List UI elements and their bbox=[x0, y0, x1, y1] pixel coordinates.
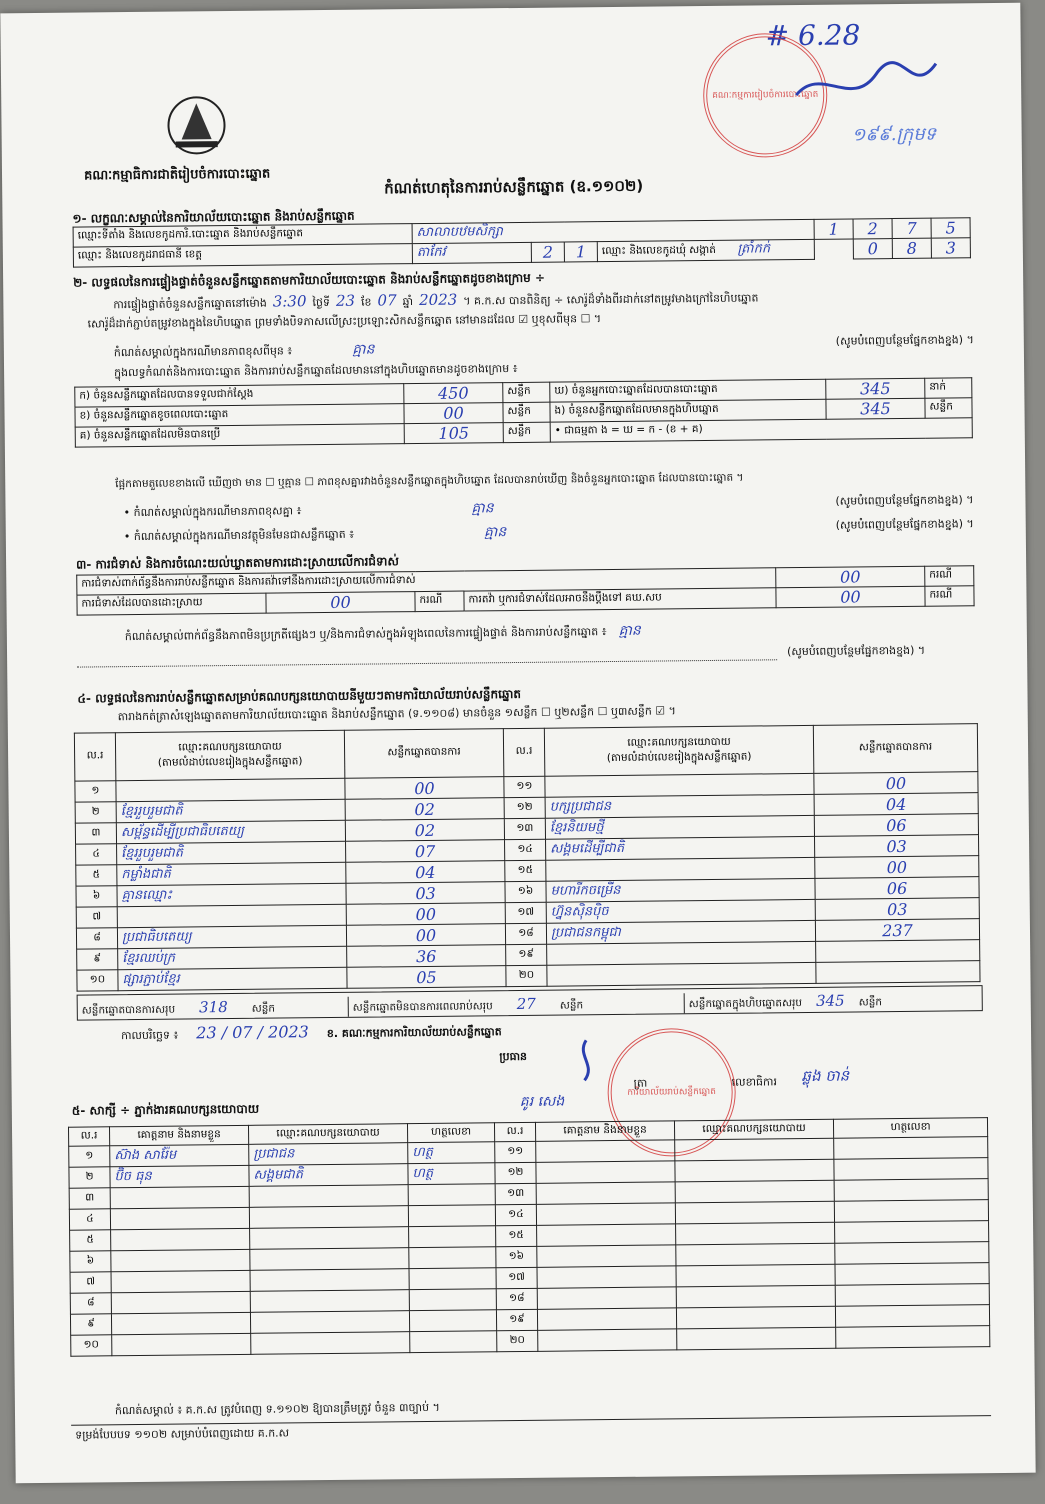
row-number: ២ bbox=[69, 1167, 110, 1188]
witness-name bbox=[537, 1287, 676, 1309]
row-number: ១៨ bbox=[496, 1288, 537, 1309]
section4-sub: តារាងកត់ត្រាសំឡេងឆ្នោតតាមការិយាល័យបោះឆ្នោត និងរាប់សន្លឹកឆ្នោត (ទ.១១០៨) មានចំនួន ១សន្លឹក ☐ ឬ២សន្លឹក ☐ ឬ៣សន្លឹក ☑ ។ bbox=[117, 704, 676, 724]
row-number: ១ bbox=[75, 781, 116, 802]
vote-count: 03 bbox=[815, 898, 979, 921]
witness-signature: ហត្ថ bbox=[408, 1142, 495, 1164]
document-title: កំណត់ហេតុនៃការរាប់សន្លឹកឆ្នោត (ឧ.១១០២) bbox=[384, 176, 644, 198]
appeal-label: ការតវ៉ា ឬការជំទាស់ដែលអាចនឹងប្តឹងទៅ គឃ.សប bbox=[464, 588, 776, 611]
totals-row: សន្លឹកឆ្នោតបានការសរុប 318 សន្លឹក សន្លឹកឆ្នោតមិនបានការពេលរាប់សរុប 27 សន្លឹក សន្លឹកឆ្នោតក្នុងហិបឆ្នោតសរុប 345 សន្លឹក bbox=[77, 985, 983, 1020]
witness-party bbox=[250, 1269, 409, 1292]
unit: ករណី bbox=[925, 586, 974, 607]
section2-heading: ២- លទ្ធផលនៃការផ្ទៀងផ្ទាត់ចំនួនសន្លឹកឆ្នោតតាមការិយាល័យបោះឆ្នោត និងរាប់សន្លឹកឆ្នោតដូចខាងក្រោម ÷ bbox=[73, 270, 546, 290]
row-value-right: 345 bbox=[826, 378, 925, 399]
vote-count: 00 bbox=[814, 772, 978, 795]
witness-signature bbox=[410, 1331, 497, 1353]
row-value-right: 345 bbox=[826, 398, 925, 419]
code-digit: 8 bbox=[892, 238, 931, 258]
col-no: ល.រ bbox=[494, 1122, 535, 1141]
chair-signature bbox=[566, 1035, 607, 1089]
section1-heading: ១- លក្ខណៈសម្គាល់នៃការិយាល័យបោះឆ្នោត និងរាប់សន្លឹកឆ្នោត bbox=[72, 208, 355, 226]
vote-count bbox=[816, 961, 980, 984]
witness-signature bbox=[835, 1263, 989, 1286]
row-number: ១៤ bbox=[505, 839, 546, 860]
row-number: ១១ bbox=[504, 776, 545, 797]
witness-party bbox=[675, 1201, 834, 1224]
row-number: ៦ bbox=[76, 886, 117, 907]
objection-label: ការជំទាស់ពាក់ព័ន្ធនឹងការរាប់សន្លឹកឆ្នោត និងការតវ៉ាទៅនឹងការដោះស្រាយលើការជំទាស់ bbox=[77, 568, 776, 595]
row-number: ១០ bbox=[77, 970, 118, 991]
objection-value: 00 bbox=[776, 566, 925, 588]
party-name: ខ្មែររួបរួមជាតិ bbox=[117, 841, 346, 864]
party-name: ប្រជាធិបតេយ្យ bbox=[117, 925, 346, 948]
list-intro: ក្នុងលទ្ធកំណត់និងការបោះឆ្នោត និងការរាប់សន្លឹកឆ្នោតដែលមាននៅក្នុងហិបឆ្នោតមានដូចខាងក្រោម ៖ bbox=[114, 361, 518, 380]
witness-name bbox=[111, 1249, 250, 1271]
witness-party bbox=[676, 1222, 835, 1245]
witness-name bbox=[111, 1228, 250, 1250]
row-number: ៩ bbox=[70, 1314, 111, 1335]
commune-cell bbox=[597, 239, 814, 261]
row-number: ១០ bbox=[71, 1335, 112, 1356]
province-code: 1 bbox=[564, 242, 597, 262]
formula: • ជាធម្មតា ង = ឃ = ក - (ខ + គ) bbox=[550, 418, 972, 442]
row-number: ៨ bbox=[76, 928, 117, 949]
col-no: ល.រ bbox=[68, 1127, 109, 1146]
row-label-right: ង) ចំនួនសន្លឹកឆ្នោតដែលមានក្នុងហិបឆ្នោត bbox=[550, 399, 826, 422]
witness-name bbox=[538, 1329, 677, 1351]
vote-count: 00 bbox=[815, 856, 979, 879]
party-name: ហ្វ៊ុនស៊ិនប៉ិច bbox=[546, 899, 815, 923]
vote-count: 00 bbox=[345, 777, 504, 800]
row-number: ២០ bbox=[506, 965, 547, 986]
objection-table bbox=[76, 565, 974, 615]
witness-signature bbox=[409, 1310, 496, 1332]
vote-count: 03 bbox=[346, 882, 505, 905]
row-number: ១៩ bbox=[506, 944, 547, 965]
row-unit: សន្លឹក bbox=[503, 382, 550, 402]
section1-table bbox=[73, 217, 971, 267]
row-unit-right: នាក់ bbox=[925, 378, 972, 398]
irregularity-hint: (សូមបំពេញបន្ថែមផ្នែកខាងខ្នង) ។ bbox=[786, 643, 926, 659]
row-label: ខ) ចំនួនសន្លឹកឆ្នោតខូចពេលបោះឆ្នោត bbox=[75, 404, 404, 427]
witness-signature bbox=[835, 1305, 989, 1328]
col-no: ល.រ bbox=[74, 733, 116, 781]
row-number: ៤ bbox=[69, 1209, 110, 1230]
vote-count: 04 bbox=[346, 861, 505, 884]
witness-signature bbox=[834, 1137, 988, 1160]
row-number: ៣ bbox=[69, 1188, 110, 1209]
witness-party bbox=[250, 1227, 409, 1250]
code-digit: 3 bbox=[931, 238, 970, 258]
annotation-note: ១៩៩.ក្រុមទ bbox=[851, 123, 937, 146]
witness-party bbox=[249, 1185, 408, 1208]
witness-party bbox=[675, 1180, 834, 1203]
vote-count: 04 bbox=[814, 793, 978, 816]
party-name: ខ្មែរឈប់ក្រ bbox=[118, 946, 347, 969]
stamp-top: គណៈកម្មការរៀបចំការបោះឆ្នោត bbox=[703, 33, 828, 158]
witness-signature bbox=[409, 1289, 496, 1311]
row-number: ៨ bbox=[70, 1293, 111, 1314]
witness-name bbox=[110, 1186, 249, 1208]
row-number: ៧ bbox=[76, 907, 117, 928]
vote-count: 02 bbox=[345, 819, 504, 842]
col-party: ឈ្មោះគណបក្សនយោបាយ bbox=[248, 1124, 407, 1145]
witness-name bbox=[537, 1308, 676, 1330]
party-name: បក្សប្រជាជន bbox=[545, 794, 814, 818]
row-number: ១២ bbox=[495, 1162, 536, 1183]
col-votes: សន្លឹកឆ្នោតបានការ bbox=[344, 729, 503, 779]
row-number: ១៩ bbox=[496, 1309, 537, 1330]
col-name: គោត្តនាម និងនាមខ្លួន bbox=[535, 1121, 674, 1141]
chair-label: ប្រធាន bbox=[499, 1049, 528, 1064]
document-page bbox=[0, 3, 1035, 1484]
witness-name bbox=[537, 1245, 676, 1267]
witness-party bbox=[251, 1332, 410, 1355]
results-table bbox=[74, 723, 981, 991]
row-value: 00 bbox=[404, 403, 503, 424]
col-sign: ហត្ថលេខា bbox=[833, 1118, 987, 1139]
row-label-right: ឃ) ចំនួនអ្នកបោះឆ្នោតដែលបានបោះឆ្នោត bbox=[550, 379, 826, 402]
col-party: ឈ្មោះគណបក្សនយោបាយ (តាមលំដាប់លេខរៀងក្នុងសន្លឹកឆ្នោត) bbox=[544, 725, 813, 776]
party-name bbox=[547, 941, 816, 965]
row-number: ១៣ bbox=[504, 818, 545, 839]
code-digit: 0 bbox=[853, 239, 892, 259]
signature-top bbox=[791, 54, 942, 120]
witness-party bbox=[675, 1138, 834, 1161]
row-number: ១៦ bbox=[496, 1246, 537, 1267]
witness-party bbox=[676, 1285, 835, 1308]
witness-name bbox=[111, 1270, 250, 1292]
party-name bbox=[116, 778, 345, 801]
party-name bbox=[117, 904, 346, 927]
row-number: ២ bbox=[75, 802, 116, 823]
code-digit: 2 bbox=[853, 219, 892, 239]
row-number: ២០ bbox=[497, 1330, 538, 1351]
row-unit: សន្លឹក bbox=[503, 402, 550, 422]
row-number: ៧ bbox=[70, 1272, 111, 1293]
vote-count: 07 bbox=[346, 840, 505, 863]
verify-line-2: សោរ៉ូដ៏ដាក់ភ្ជាប់តម្រូវខាងក្នុងនៃហិបឆ្នោត ព្រមទាំងបិទភាសលើស្រះប្រឡោះសិកសន្លឹកឆ្នោត នៅមានដដែល ☑ ឬខុសពីមុន ☐ ។ bbox=[87, 312, 602, 331]
col-party: ឈ្មោះគណបក្សនយោបាយ bbox=[674, 1119, 833, 1140]
party-name bbox=[547, 962, 816, 986]
witness-signature bbox=[409, 1226, 496, 1248]
annotation-code: # 6.28 bbox=[765, 18, 861, 53]
witness-party: សង្គមជាតិ bbox=[249, 1164, 408, 1187]
row-number: ៥ bbox=[76, 865, 117, 886]
row-unit: សន្លឹក bbox=[503, 422, 550, 442]
witness-name bbox=[537, 1266, 676, 1288]
row-number: ៤ bbox=[76, 844, 117, 865]
party-name: សម្ព័ន្ធដើម្បីប្រជាធិបតេយ្យ bbox=[116, 820, 345, 843]
witness-signature bbox=[834, 1179, 988, 1202]
row-number: ៦ bbox=[70, 1251, 111, 1272]
party-name bbox=[545, 773, 814, 797]
witness-name: ប៊ិច ធុន bbox=[110, 1165, 249, 1187]
resolved-label: ការជំទាស់ដែលបានដោះស្រាយ bbox=[77, 593, 266, 615]
province-value: តាកែវ bbox=[412, 242, 531, 263]
witness-name bbox=[536, 1140, 675, 1162]
row-unit-right: សន្លឹក bbox=[925, 398, 972, 418]
witness-signature bbox=[408, 1184, 495, 1206]
code-digit: 7 bbox=[892, 218, 931, 238]
witness-party bbox=[250, 1311, 409, 1334]
row-number: ៩ bbox=[77, 949, 118, 970]
code-digit: 5 bbox=[931, 218, 970, 238]
verify-line: ការផ្ទៀងផ្ទាត់ចំនួនសន្លឹកឆ្នោតនៅម៉ោង 3:30 ថ្ងៃទី 23 ខែ 07 ឆ្នាំ 2023 ។ គ.ក.ស បានពិនិត្យ ÷ សោរ៉ូដ៏ទាំងពីរដាក់នៅតម្រូវមាងក្រៅនៃហិបឆ្នោត bbox=[113, 290, 759, 312]
col-sign: ហត្ថលេខា bbox=[407, 1123, 494, 1143]
witness-signature bbox=[834, 1158, 988, 1181]
witness-name bbox=[110, 1207, 249, 1229]
row-number: ៣ bbox=[75, 823, 116, 844]
vote-count: 06 bbox=[815, 877, 979, 900]
province-label: ឈ្មោះ និងលេខកូដរាជធានី ខេត្ត bbox=[73, 244, 412, 268]
ballot-count-table bbox=[74, 377, 973, 447]
row-value: 105 bbox=[404, 423, 503, 444]
witness-signature bbox=[409, 1268, 496, 1290]
party-name: មហារីកចម្រើន bbox=[546, 878, 815, 902]
vote-count: 237 bbox=[815, 919, 979, 942]
witness-name: ស៊ាង សារ៉ែម bbox=[110, 1144, 249, 1166]
vote-count: 05 bbox=[347, 966, 506, 989]
witness-signature bbox=[835, 1242, 989, 1265]
difference-paragraph: ផ្អែកតាមតួលេខខាងលើ ឃើញថា មាន ☐ ឬគ្មាន ☐ ភាពខុសគ្នារវាងចំនួនសន្លឹកឆ្នោតក្នុងហិបឆ្នោត ដែលបានរាប់ឃើញ និងចំនួនអ្នកបោះឆ្នោត ដែលបានបោះឆ្នោត ។ bbox=[115, 471, 744, 491]
row-number: ១៤ bbox=[495, 1204, 536, 1225]
difference-note: កំណត់សម្គាល់ក្នុងករណីមានភាពខុសពីមុន ៖ គ្មាន (សូមបំពេញបន្ថែមផ្នែកខាងខ្នង) ។ bbox=[113, 333, 974, 360]
witness-signature: ហត្ថ bbox=[408, 1163, 495, 1185]
chair-name: គូរ សេង bbox=[519, 1093, 565, 1111]
witness-name bbox=[111, 1291, 250, 1313]
unit: ករណី bbox=[925, 566, 974, 587]
vote-count: 03 bbox=[814, 835, 978, 858]
witness-name bbox=[111, 1312, 250, 1334]
party-name: សង្គមដើម្បីជាតិ bbox=[546, 836, 815, 860]
row-value: 450 bbox=[404, 383, 503, 404]
row-number: ១ bbox=[69, 1146, 110, 1167]
bullet-difference: • កំណត់សម្គាល់ក្នុងករណីមានភាពខុសគ្នា ៖ គ្មាន (សូមបំពេញបន្ថែមផ្នែកខាងខ្នង) ។ bbox=[123, 493, 974, 520]
stamp-label: ត្រា bbox=[633, 1076, 648, 1090]
witness-party bbox=[677, 1327, 836, 1350]
party-name: កម្លាំងជាតិ bbox=[117, 862, 346, 885]
emblem-logo bbox=[161, 89, 232, 160]
row-number: ១២ bbox=[504, 797, 545, 818]
section3-heading: ៣- ការជំទាស់ និងការចំណេះយល់ឃ្លាតតាមការដោះស្រាយលើការជំទាស់ bbox=[76, 554, 399, 572]
party-name: ខ្មែររួបរួមជាតិ bbox=[116, 799, 345, 822]
secretary-label: លេខាធិការ bbox=[731, 1075, 778, 1089]
witness-signature bbox=[408, 1205, 495, 1227]
appeal-value: 00 bbox=[776, 586, 925, 608]
party-name bbox=[546, 857, 815, 881]
vote-count: 00 bbox=[346, 924, 505, 947]
party-name: ប្រជាជនកម្ពុជា bbox=[546, 920, 815, 944]
witness-party bbox=[676, 1264, 835, 1287]
witness-name bbox=[112, 1333, 251, 1355]
unit: ករណី bbox=[415, 591, 464, 612]
witness-name bbox=[536, 1161, 675, 1183]
date-line: កាលបរិច្ឆេទ ៖ 23 / 07 / 2023 ខ. គណៈកម្មការការិយាល័យរាប់សន្លឹកឆ្នោត bbox=[120, 1022, 502, 1043]
party-name: ផ្សារភ្ជាប់ខ្មែរ bbox=[118, 967, 347, 990]
witness-party bbox=[250, 1248, 409, 1271]
col-votes: សន្លឹកឆ្នោតបានការ bbox=[813, 724, 977, 774]
footnote: កំណត់សម្គាល់ ៖ គ.ក.ស ត្រូវបំពេញ ទ.១១០២ ឱ្យបានត្រឹមត្រូវ ចំនួន ៣ច្បាប់ ។ bbox=[114, 1400, 440, 1418]
witness-signature bbox=[409, 1247, 496, 1269]
row-number: ១៥ bbox=[496, 1225, 537, 1246]
vote-count bbox=[816, 940, 980, 963]
row-label: ក) ចំនួនសន្លឹកឆ្នោតដែលបានទទួលជាក់ស្តែង bbox=[75, 384, 404, 407]
witness-name bbox=[536, 1203, 675, 1225]
witness-party: ប្រជាជន bbox=[249, 1143, 408, 1166]
committee-name: គណៈកម្មាធិការជាតិរៀបចំការបោះឆ្នោត bbox=[83, 166, 271, 184]
section5-heading: ៥- សាក្សី ÷ ភ្នាក់ងារគណបក្សនយោបាយ bbox=[71, 1101, 260, 1118]
blank-cell bbox=[814, 239, 853, 259]
witness-name bbox=[537, 1224, 676, 1246]
row-number: ១៥ bbox=[505, 860, 546, 881]
code-digit: 1 bbox=[814, 219, 853, 239]
party-name: គ្មានឈ្មោះ bbox=[117, 883, 346, 906]
province-code: 2 bbox=[531, 242, 564, 262]
dotted-line bbox=[77, 659, 777, 667]
witness-party bbox=[250, 1290, 409, 1313]
row-number: ១៨ bbox=[505, 923, 546, 944]
commune-label: ឈ្មោះ និងលេខកូដឃុំ សង្កាត់ bbox=[601, 243, 717, 258]
vote-count: 06 bbox=[814, 814, 978, 837]
witness-party bbox=[676, 1243, 835, 1266]
row-number: ១១ bbox=[495, 1141, 536, 1162]
row-number: ៥ bbox=[70, 1230, 111, 1251]
witness-party bbox=[675, 1159, 834, 1182]
resolved-value: 00 bbox=[266, 592, 415, 614]
bullet-object: • កំណត់សម្គាល់ក្នុងករណីមានវត្ថុមិនមែនជាសន្លឹកឆ្នោត ៖ គ្មាន (សូមបំពេញបន្ថែមផ្នែកខាងខ្នង) ។ bbox=[123, 517, 974, 544]
form-note: ទម្រង់បែបបទ ១១០២ សម្រាប់បំពេញដោយ គ.ក.ស bbox=[75, 1426, 290, 1442]
location-label: ឈ្មោះទីតាំង និងលេខកូដការិ.បោះឆ្នោត និងរាប់សន្លឹកឆ្នោត bbox=[73, 224, 412, 248]
col-party: ឈ្មោះគណបក្សនយោបាយ (តាមលំដាប់លេខរៀងក្នុងសន្លឹកឆ្នោត) bbox=[115, 730, 344, 780]
witness-signature bbox=[835, 1221, 989, 1244]
vote-count: 36 bbox=[347, 945, 506, 968]
witness-signature bbox=[835, 1284, 989, 1307]
section4-heading: ៤- លទ្ធផលនៃការរាប់សន្លឹកឆ្នោតសម្រាប់គណបក្សនយោបាយនីមួយៗតាមការិយាល័យរាប់សន្លឹកឆ្នោត bbox=[77, 686, 522, 706]
row-number: ១៦ bbox=[505, 881, 546, 902]
row-number: ១៧ bbox=[505, 902, 546, 923]
witness-name bbox=[536, 1182, 675, 1204]
stamp-bottom: ការិយាល័យរាប់សន្លឹកឆ្នោត bbox=[607, 1028, 736, 1157]
location-value: សាលាបឋមសិក្សា bbox=[412, 219, 814, 243]
vote-count: 02 bbox=[345, 798, 504, 821]
col-no: ល.រ bbox=[503, 728, 545, 776]
col-name: គោត្តនាម និងនាមខ្លួន bbox=[109, 1125, 248, 1145]
secretary-name: ឆ្លុង ចាន់ bbox=[801, 1066, 850, 1086]
witness-party bbox=[676, 1306, 835, 1329]
witness-party bbox=[249, 1206, 408, 1229]
witness-signature bbox=[834, 1200, 988, 1223]
row-number: ១៣ bbox=[495, 1183, 536, 1204]
vote-count: 00 bbox=[346, 903, 505, 926]
party-name: ខ្មែរនិយមថ្មី bbox=[545, 815, 814, 839]
row-number: ១៧ bbox=[496, 1267, 537, 1288]
witness-table bbox=[68, 1117, 990, 1357]
commune-value: ត្រាំកក់ bbox=[737, 241, 771, 257]
witness-signature bbox=[836, 1326, 990, 1349]
row-label: គ) ចំនួនសន្លឹកឆ្នោតដែលមិនបានប្រើ bbox=[75, 424, 404, 447]
irregularity-note: កំណត់សម្គាល់ពាក់ព័ន្ធនឹងភាពមិនប្រក្រតីផ្សេងៗ ឬ/និងការជំទាស់ក្នុងអំឡុងពេលនៃការផ្ទៀងផ្ទាត់ និងការរាប់សន្លឹកឆ្នោត ៖ គ្មាន bbox=[124, 622, 641, 644]
